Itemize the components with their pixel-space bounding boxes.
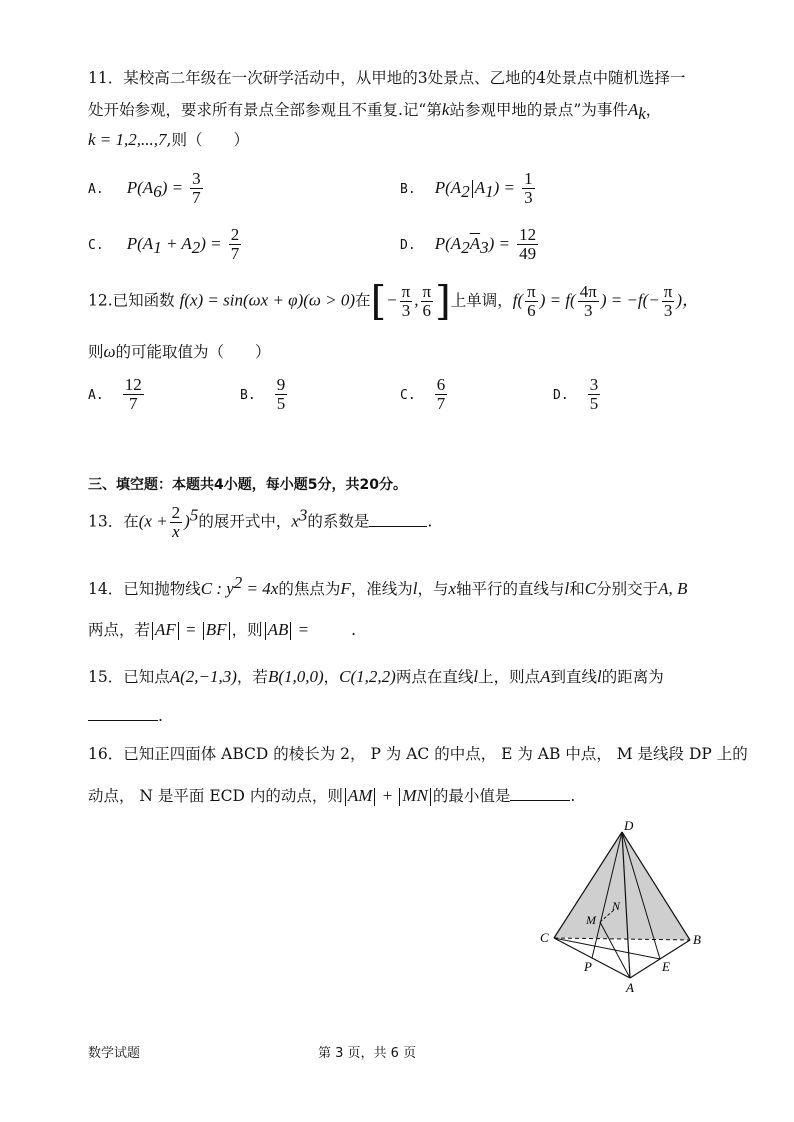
label-N: N	[612, 899, 621, 913]
label-E: E	[662, 959, 670, 974]
q13-answer-blank[interactable]	[369, 512, 427, 527]
q12-option-b[interactable]: B. $\frac{9}{5}$	[240, 375, 286, 413]
section-heading: 三、填空题：本题共4小题，每小题5分，共20分。	[88, 477, 407, 493]
q16-answer-blank[interactable]	[510, 786, 570, 801]
footer-page-number: 第 3 页，共 6 页	[318, 1046, 417, 1061]
q14-line2: 两点，若 AF = BF ，则 AB = .	[88, 620, 357, 639]
label-D: D	[624, 818, 634, 833]
q16-line1: 16．已知正四面体 ABCD 的棱长为 2， P 为 AC 的中点， E 为 AB 中点， M 是线段 DP 上的	[88, 745, 748, 763]
label-B: B	[693, 932, 701, 947]
segment-CE	[554, 938, 660, 959]
q14-line1: 14．已知抛物线C : $y^2 = 4x$的焦点为F，准线为l，与x轴平行的直线与l和C分别交于A, B	[88, 573, 688, 599]
q12-option-d[interactable]: D. $\frac{3}{5}$	[553, 375, 599, 413]
q12-line2: 则ω的可能取值为（ ）	[88, 342, 271, 361]
q15-line2: .	[88, 706, 163, 726]
q11-option-b[interactable]: B. $P(A_2$ $A_1$) = $\frac{1}{3}$	[400, 169, 533, 207]
shaded-plane	[554, 832, 690, 940]
q11-option-c[interactable]: C. $P(A_1 + A_2)$ = $\frac{2}{7}$	[88, 225, 240, 263]
tetrahedron-figure	[536, 818, 716, 998]
q12-option-a[interactable]: A. $\frac{12}{7}$	[88, 375, 142, 413]
q11-line1: 11．某校高二年级在一次研学活动中，从甲地的3处景点、乙地的4处景点中随机选择一	[88, 69, 686, 87]
label-A: A	[626, 980, 634, 995]
label-P: P	[584, 959, 592, 974]
q14-answer-blank[interactable]	[309, 620, 351, 635]
label-M: M	[586, 913, 596, 927]
q12-option-c[interactable]: C. $\frac{6}{7}$	[400, 375, 446, 413]
q11-option-a[interactable]: A. $P(A_6)$ = $\frac{3}{7}$	[88, 169, 201, 207]
q11-option-d[interactable]: D. $P(A_2\overline{A}_3)$ = $\frac{12}{49}$	[400, 225, 537, 263]
footer-subject: 数学试题	[88, 1046, 141, 1061]
q15-line1: 15．已知点A(2,−1,3)，若B(1,0,0)，C(1,2,2)两点在直线l上，则点A到直线l的距离为	[88, 667, 664, 686]
q11-line2: 处开始参观，要求所有景点全部参观且不重复.记“第k站参观甲地的景点”为事件$A_k$，	[88, 100, 662, 124]
label-C: C	[540, 930, 549, 945]
q12-line1: 12.已知函数 f(x) = sin(ωx + φ)(ω > 0)在[− $\frac{\pi}{3}$ , $\frac{\pi}{6}$ ]上单调，f( $\frac{\pi}{6}$ ) = f( $\frac{4\pi}{3}$ ) = −f(− $\frac{\pi}{3}$ )，	[88, 278, 700, 325]
q15-answer-blank[interactable]	[88, 706, 158, 721]
q13: 13．在(x + $\frac{2}{x}$ )$^5$的展开式中，$x^3$的系数是 .	[88, 503, 433, 541]
q16-line2: 动点， N 是平面 ECD 内的动点，则 AM + MN 的最小值是 .	[88, 786, 576, 805]
q11-line3: k = 1,2,...,7,则（ ）	[88, 130, 249, 149]
